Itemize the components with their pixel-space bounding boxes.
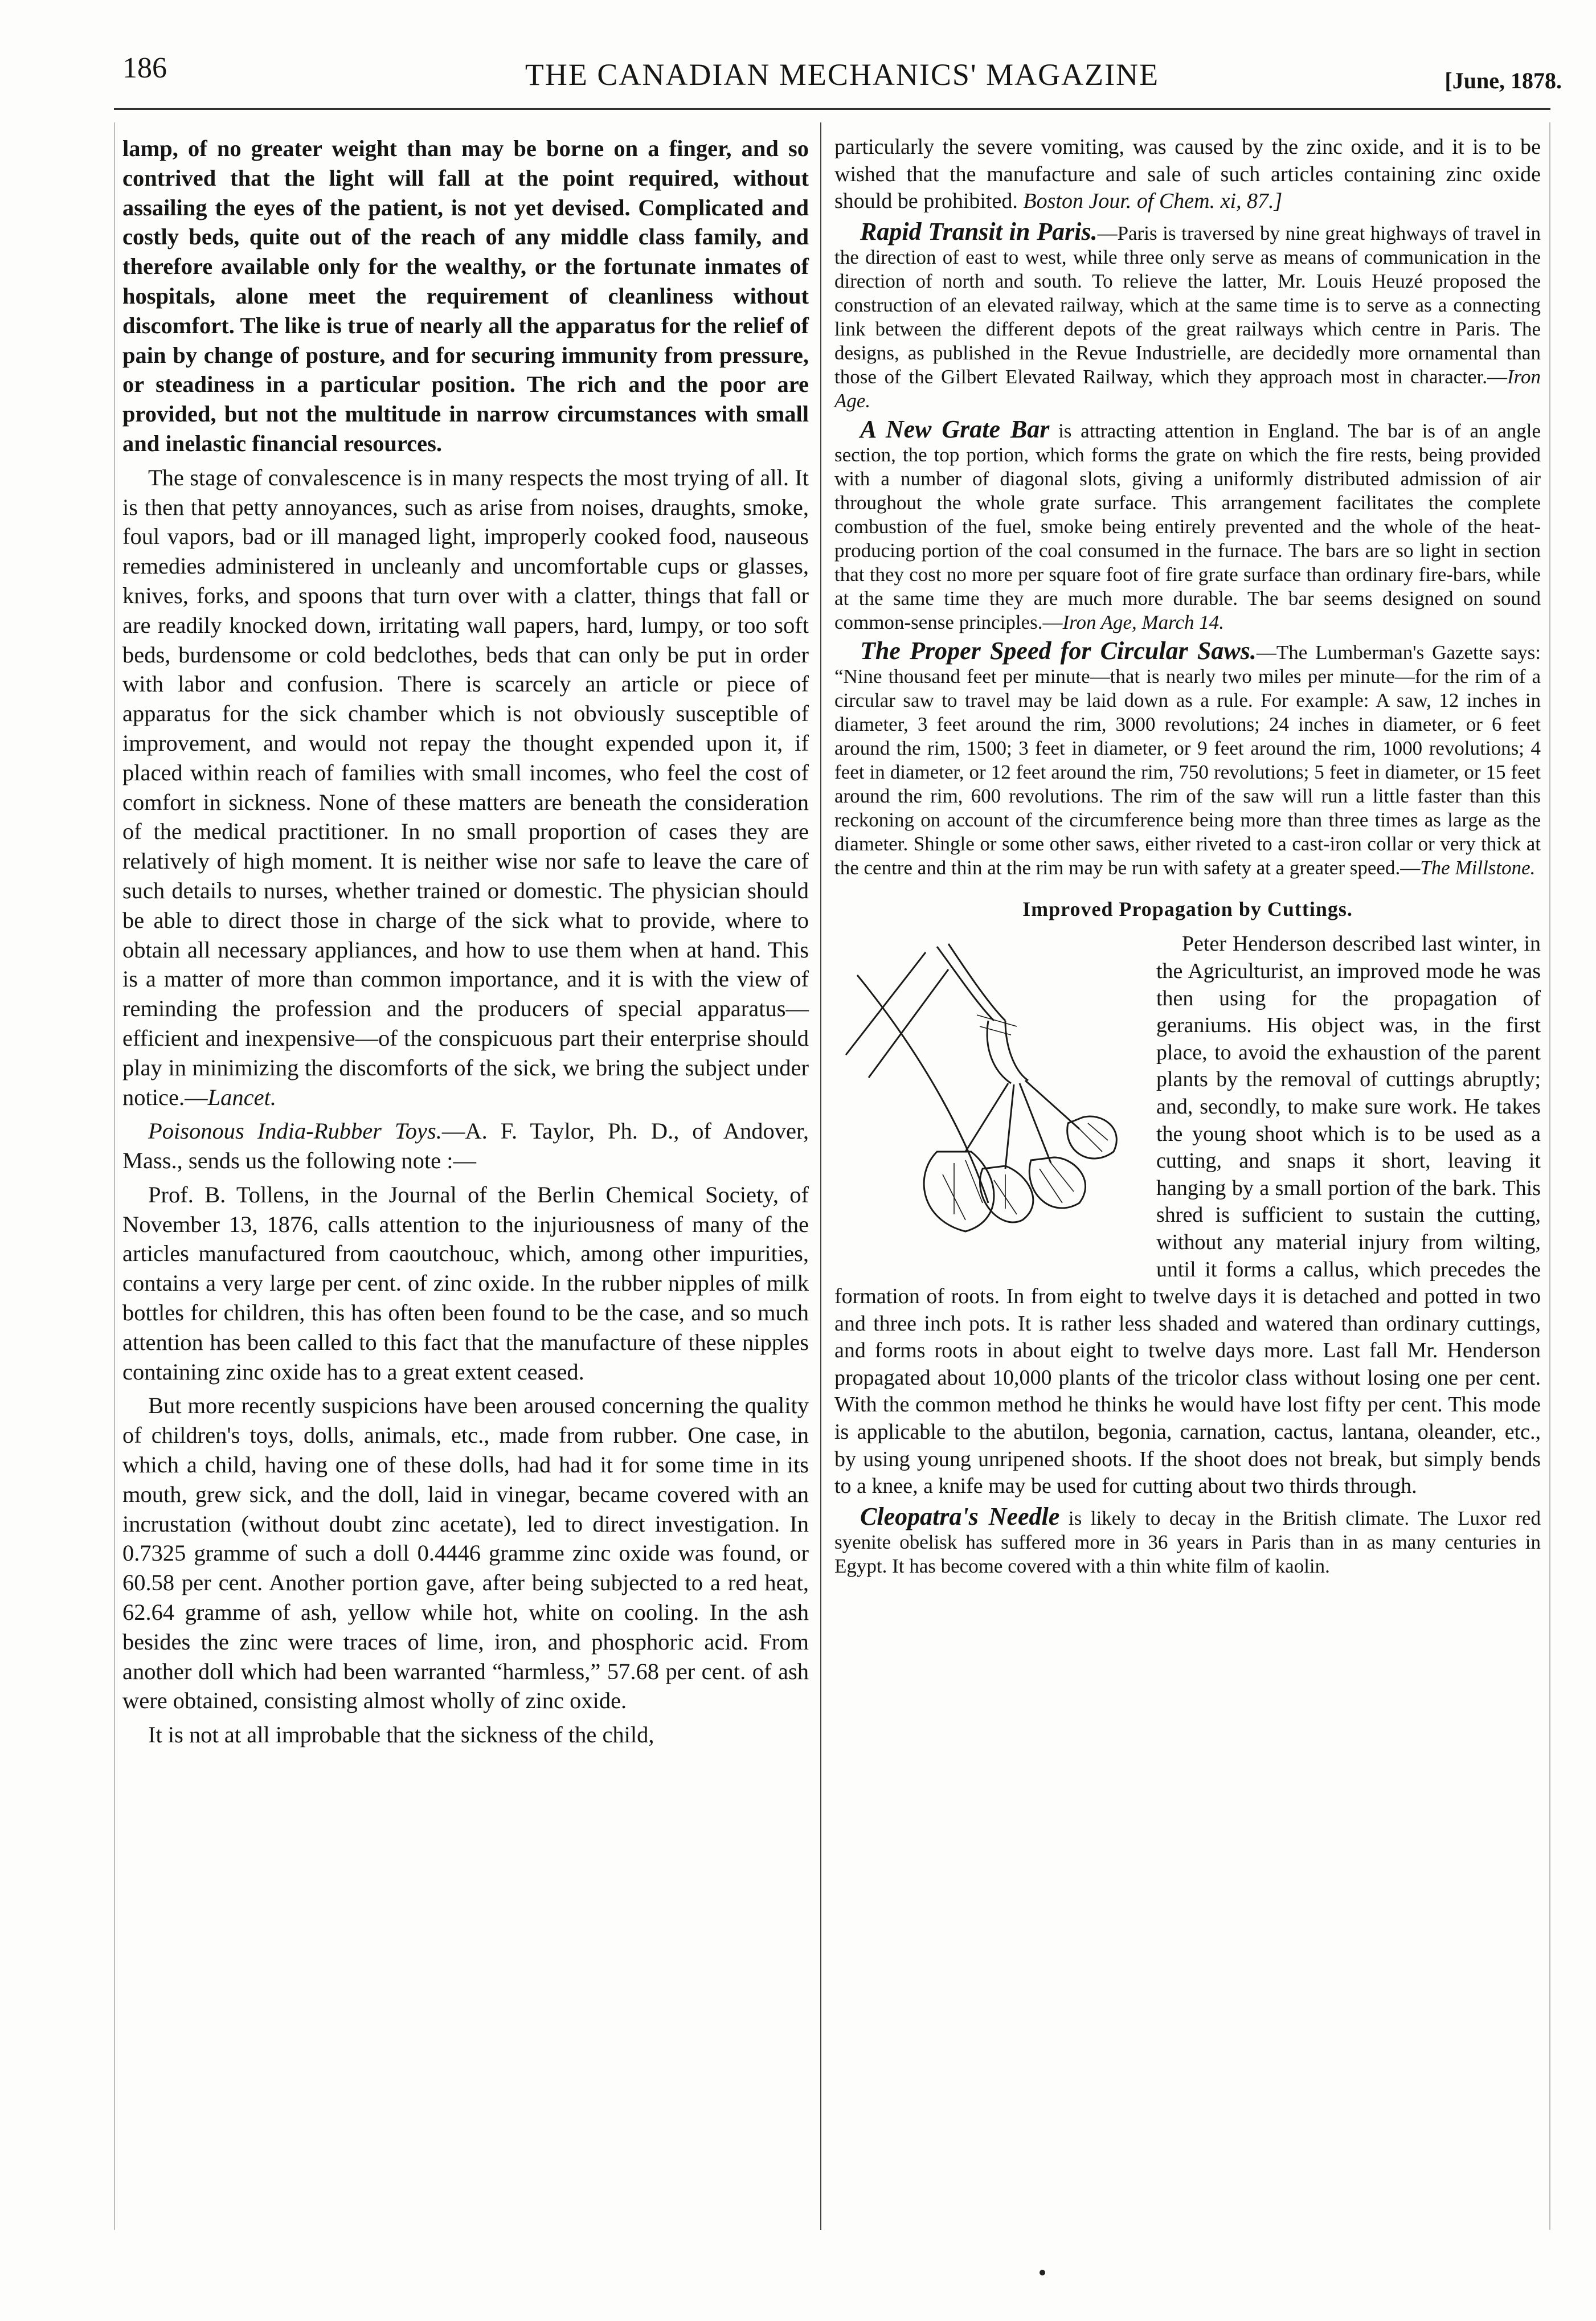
left-border-line [114,122,115,2230]
grate-paragraph [834,417,1541,635]
cutting-illustration [834,935,1145,1254]
article-source: Iron Age. [834,365,1541,412]
column-divider [820,122,821,2230]
toys-intro-text: —A. F. Taylor, Ph. D., of Andover, Mass., sends us the following note :— [122,1118,809,1174]
article-text-paragraph: It is not at all improbable that the sickness of the child, [148,1722,654,1748]
left-column [122,134,809,1754]
grate-article-title: A New Grate Bar [860,415,1050,443]
saws-text: —The Lumberman's Gazette says: “Nine thousand feet per minute—that is nearly two miles per minute—for the rim of a circular saw to travel may be laid down as a rule. For example: A saw, 12 inches in diameter, 3 feet around the rim, 3000 revolutions; 24 inches in diameter, or 6 feet around the rim, 1500; 3 feet in diameter, or 9 feet around the rim, 1000 revolutions; 4 feet in diameter, or 12 feet around the rim, 750 revolutions; 5 feet in diameter, or 15 feet around the rim, 600 revolutions. The rim of the saw will run a little faster than this reckoning on account of the circumference being more than three times as large as the diameter. Shingle or some other saws, either riveted to a cast-iron collar or very thick at the centre and thin at the rim may be run with safety at a greater speed.— [834,641,1541,879]
grate-text: is attracting attention in England. The bar is of an angle section, the top portion, which forms the grate on which the fire rests, being provided with a number of diagonal slots, giving a uniformly distributed admission of air throughout the whole grate surface. This arrangement facilitates the complete combustion of the fuel, smoke being entirely prevented and the whole of the heat-producing portion of the coal consumed in the furnace. The bars are so light in section that they cost no more per square foot of fire grate surface than ordinary fire-bars, while at the same time they are much more durable. The bar seems designed on sound common-sense principles.— [834,419,1541,633]
issue-date: [June, 1878. [1444,68,1562,93]
article-text-paragraph: But more recently suspicions have been aroused concerning the quality of children's toys, dolls, animals, etc., made from rubber. One case, in which a child, having one of these dolls, had had it for some time in its mouth, grew sick, and the doll, laid in vinegar, became covered with an incrustation (without doubt zinc acetate), led to direct investigation. In 0.7325 gramme of such a doll 0.4446 gramme zinc oxide was found, or 60.58 per cent. Another portion gave, after being subjected to a red heat, 62.64 gramme of ash, yellow while hot, white on cooling. In the ash besides the zinc were traces of lime, iron, and phosphoric acid. From another doll which had been warranted “harmless,” 57.68 per cent. of ash were obtained, consisting almost wholly of zinc oxide. [122,1393,809,1714]
article-text-paragraph [122,463,809,1112]
page-header [122,51,1562,97]
article-source: The Millstone. [1420,856,1536,879]
printer-mark [1040,2270,1045,2275]
toys-article-title: Poisonous India-Rubber Toys. [148,1118,442,1144]
needle-article-title: Cleopatra's Needle [860,1502,1060,1530]
transit-text: —Paris is traversed by nine great highways of travel in the direction of east to west, while three only serve as means of communication in the direction of north and south. To relieve the latter, Mr. Louis Heuzé proposed the construction of an elevated railway, which at the same time is to serve as a connecting link between the different depots of the great railways which centre in Paris. The designs, as published in the Revue Industrielle, are decidedly more ornamental than those of the Gilbert Elevated Railway, which they approach most in character.— [834,222,1541,388]
article-source: Lancet. [207,1084,276,1110]
article-source: Boston Jour. of Chem. xi, 87.] [1023,189,1283,214]
convalescence-text: The stage of convalescence is in many respects the most trying of all. It is then that petty annoyances, such as arise from noises, draughts, smoke, foul vapors, bad or ill managed light, improperly cooked food, nauseous remedies administered in uncleanly and uncomfortable cups or glasses, knives, forks, and spoons that turn over with a clatter, things that fall or are readily knocked down, irritating wall papers, hard, lumpy, or too soft beds, burdensome or cold bedclothes, beds that can only be put in order with labor and confusion. There is scarcely an article or piece of apparatus for the sick chamber which is not obviously susceptible of improvement, and would not repay the thought expended upon it, if placed within reach of families with small incomes, who feel the cost of comfort in sickness. None of these matters are beneath the consideration of the medical practitioner. In no small proportion of cases they are relatively of high moment. It is neither wise nor safe to leave the care of such details to nurses, whether trained or domestic. The physician should be able to direct those in charge of the sick what to provide, where to obtain all necessary appliances, and how to use them when at hand. This is a matter of more than common importance, and it is with the view of reminding the profession and the producers of special apparatus—efficient and inexpensive—of the conspicuous part their enterprise should play in minimizing the discomforts of the sick, we bring the subject under notice.— [122,464,809,1110]
needle-text: is likely to decay in the British climate. The Luxor red syenite obelisk has suffered more in 36 years in Paris than in as many centuries in Egypt. It has become covered with a thin white film of kaolin. [834,1507,1541,1577]
article-text-paragraph [834,134,1541,215]
article-text-paragraph: lamp, of no greater weight than may be borne on a finger, and so contrived that the light will fall at the point required, without assailing the eyes of the patient, is not yet devised. Complicated and costly beds, quite out of the reach of any middle class family, and therefore available only for the wealthy, or the fortunate inmates of hospitals, alone meet the requirement of cleanliness without discomfort. The like is true of nearly all the apparatus for the relief of pain by change of posture, and for securing immunity from pressure, or steadiness in a particular position. The rich and the poor are provided, but not the multitude in narrow circumstances with small and inelastic financial resources. [122,136,809,456]
saws-paragraph [834,636,1541,880]
toys-intro-paragraph [122,1116,809,1176]
saws-article-title: The Proper Speed for Circular Saws. [860,636,1257,665]
cuttings-heading: Improved Propagation by Cuttings. [1022,897,1353,920]
transit-paragraph [834,217,1541,413]
article-source: Iron Age, March 14. [1062,611,1224,633]
zinc-conclusion-text: particularly the severe vomiting, was caused by the zinc oxide, and it is to be wished that the manufacture and sale of such articles containing zinc oxide should be prohibited. [834,135,1541,214]
cuttings-paragraph: Peter Henderson described last winter, in the Agriculturist, an improved mode he was then using for the propagation of geraniums. His object was, in the first place, to avoid the exhaustion of the parent plants by the removal of cuttings abruptly; and, secondly, to make sure work. He takes the young shoot which is to be used as a cutting, and snaps it short, leaving it hanging by a small portion of the bark. This shred is sufficient to sustain the cutting, without any material injury from wilting, until it forms a callus, which precedes the formation of roots. In from eight to twelve days it is detached and potted in two and three inch pots. It is rather less shaded and watered than ordinary cuttings, and forms roots in about eight to twelve days more. Last fall Mr. Henderson propagated about 10,000 plants of the tricolor class without losing one per cent. With the common method he thinks he would have lost fifty per cent. This mode is applicable to the abutilon, begonia, carnation, cactus, lantana, oleander, etc., by using young unripened shoots. If the shoot does not break, but simply bends to a knee, a knife may be used for cutting about two thirds through. [834,932,1541,1499]
right-column [834,134,1541,1583]
transit-article-title: Rapid Transit in Paris. [860,217,1098,245]
header-rule [114,108,1550,110]
right-border-line [1549,122,1550,2230]
magazine-title: THE CANADIAN MECHANICS' MAGAZINE [525,58,1160,92]
page-number: 186 [122,52,167,84]
needle-paragraph [834,1502,1541,1578]
geranium-cutting-drawing [834,935,1145,1254]
article-text-paragraph: Prof. B. Tollens, in the Journal of the Berlin Chemical Society, of November 13, 1876, calls attention to the injuriousness of many of the articles manufactured from caoutchouc, which, among other impurities, contains a very large per cent. of zinc oxide. In the rubber nipples of milk bottles for children, this has often been found to be the case, and so much attention has been called to this fact that the manufacture of these nipples containing zinc oxide has to a great extent ceased. [122,1181,809,1385]
